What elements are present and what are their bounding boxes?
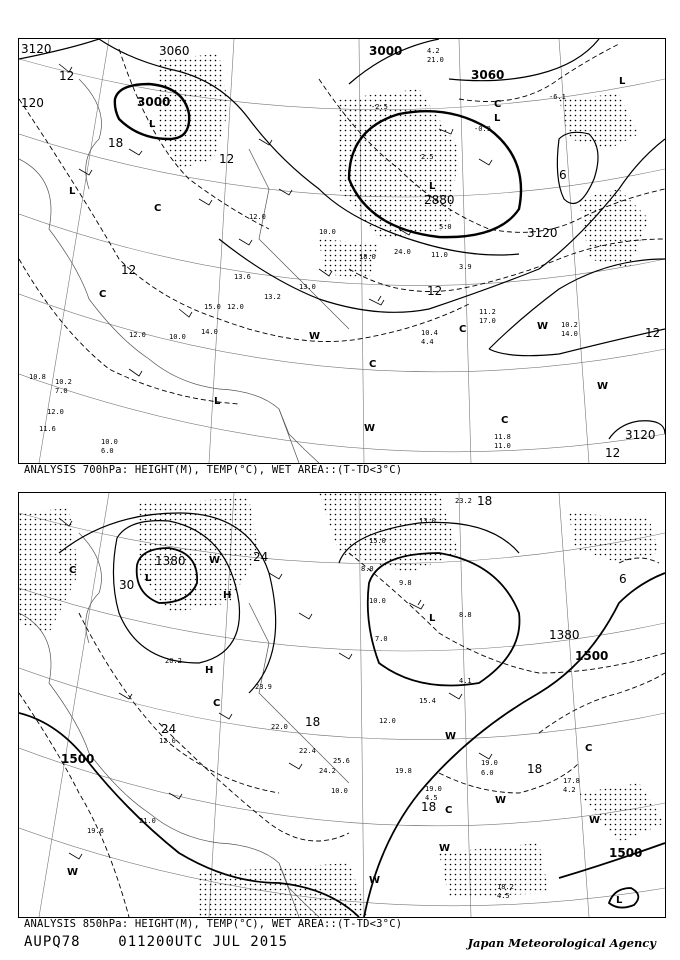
obs-value: 12.0 (249, 213, 266, 221)
map-850hpa (19, 493, 665, 917)
height-label: 3120 (527, 226, 558, 240)
caption-700hpa: ANALYSIS 700hPa: HEIGHT(M), TEMP(°C), WET AREA::(T-TD<3°C) (24, 464, 403, 476)
obs-value: 13.6 (234, 273, 251, 281)
obs-value: 23.9 (255, 683, 272, 691)
obs-value: 7.0 (375, 635, 388, 643)
obs-value: 15.0 (204, 303, 221, 311)
temp-label: 18 (421, 800, 437, 814)
wet-areas (159, 54, 649, 279)
temp-label: 12 (605, 446, 621, 460)
center-mark: C (213, 698, 221, 709)
obs-value: 10.2 (55, 378, 72, 386)
center-mark: C (494, 99, 502, 110)
center-mark: L (145, 573, 152, 584)
center-mark: W (445, 731, 457, 742)
obs-value: -0.9 (474, 125, 491, 133)
obs-value: 5.0 (439, 223, 452, 231)
center-mark: C (369, 359, 377, 370)
obs-value: 10.0 (169, 333, 186, 341)
obs-value: 22.4 (299, 747, 316, 755)
obs-value: -6.1 (549, 93, 566, 101)
obs-value: 21.0 (427, 56, 444, 64)
center-mark: W (364, 423, 376, 434)
obs-value: 10.2 (561, 321, 578, 329)
obs-value: 17.8 (563, 777, 580, 785)
obs-value: 17.0 (479, 317, 496, 325)
center-mark: L (69, 186, 76, 197)
center-mark: W (597, 381, 609, 392)
temp-label: 12 (59, 69, 75, 83)
temp-label: 6 (559, 168, 567, 182)
obs-value: 18.0 (359, 253, 376, 261)
obs-value: 15.4 (419, 697, 436, 705)
center-mark: H (205, 665, 214, 676)
center-mark: W (309, 331, 321, 342)
obs-value: 14.0 (201, 328, 218, 336)
height-label: 2880 (424, 193, 455, 207)
center-mark: W (209, 555, 221, 566)
obs-value: 11.0 (494, 442, 511, 450)
obs-value: 13.0 (299, 283, 316, 291)
caption-850hpa: ANALYSIS 850hPa: HEIGHT(M), TEMP(°C), WET AREA::(T-TD<3°C) (24, 918, 403, 930)
temp-label: 12 (645, 326, 661, 340)
center-mark: C (69, 565, 77, 576)
height-label: 3060 (471, 68, 505, 82)
obs-value: 25.6 (333, 757, 350, 765)
isotherms (19, 553, 665, 917)
obs-value: 7.0 (55, 387, 68, 395)
valid-time: 011200UTC JUL 2015 (118, 934, 289, 950)
height-label: 1380 (155, 554, 186, 568)
obs-value: 4.5 (425, 794, 438, 802)
obs-value: 11.6 (39, 425, 56, 433)
obs-value: 12.0 (129, 331, 146, 339)
center-mark: W (589, 815, 601, 826)
obs-value: 20.2 (165, 657, 182, 665)
obs-value: 4.2 (563, 786, 576, 794)
height-label: 3120 (21, 42, 52, 56)
center-mark: L (494, 113, 501, 124)
height-label: 120 (21, 96, 44, 110)
temp-label: 18 (527, 762, 543, 776)
center-mark: L (149, 119, 156, 130)
obs-value: -2.5 (371, 103, 388, 111)
height-label: 3000 (137, 95, 171, 109)
center-mark: C (99, 289, 107, 300)
center-mark: L (429, 181, 436, 192)
temp-label: 18 (305, 715, 321, 729)
obs-value: 21.0 (139, 817, 156, 825)
obs-value: 14.0 (561, 330, 578, 338)
obs-value: 12.0 (379, 717, 396, 725)
obs-value: 22.0 (271, 723, 288, 731)
obs-value: 4.2 (427, 47, 440, 55)
center-mark: C (459, 324, 467, 335)
obs-value: 3.9 (459, 263, 472, 271)
obs-value: 19.0 (481, 759, 498, 767)
center-mark: L (616, 895, 623, 906)
obs-value: 4.1 (459, 677, 472, 685)
temp-label: 18 (477, 494, 493, 508)
center-mark: C (154, 203, 162, 214)
temp-label: 24 (253, 550, 269, 564)
height-label: 1500 (575, 649, 609, 663)
obs-value: 10.0 (331, 787, 348, 795)
temp-label: 12 (219, 152, 235, 166)
obs-value: 19.0 (425, 785, 442, 793)
temp-label: 30 (119, 578, 135, 592)
center-mark: W (537, 321, 549, 332)
center-mark: C (585, 743, 593, 754)
obs-value: 13.0 (419, 517, 436, 525)
temp-label: 6 (619, 572, 627, 586)
height-contours (19, 513, 665, 917)
obs-value: 11.8 (494, 433, 511, 441)
temp-label: 12 (427, 284, 443, 298)
obs-value: 11.2 (479, 308, 496, 316)
obs-value: 6.0 (481, 769, 494, 777)
temp-label: 24 (161, 722, 177, 736)
obs-value: 11.0 (431, 251, 448, 259)
center-mark: W (369, 875, 381, 886)
height-label: 1500 (609, 846, 643, 860)
obs-value: 10.4 (421, 329, 438, 337)
obs-value: 10.0 (319, 228, 336, 236)
obs-value: 8.8 (459, 611, 472, 619)
temp-label: 12 (121, 263, 137, 277)
obs-value: 10.0 (369, 597, 386, 605)
temp-label: 18 (108, 136, 124, 150)
obs-value: 4.4 (421, 338, 434, 346)
obs-value: 19.6 (87, 827, 104, 835)
obs-value: 9.8 (399, 579, 412, 587)
product-header (24, 934, 288, 950)
obs-value: 12.0 (159, 737, 176, 745)
obs-value: 19.8 (395, 767, 412, 775)
obs-value: 12.0 (227, 303, 244, 311)
obs-value: 15.0 (369, 537, 386, 545)
center-mark: L (214, 396, 221, 407)
map-700hpa (19, 39, 665, 463)
obs-value: 10.8 (29, 373, 46, 381)
product-id: AUPQ78 (24, 934, 81, 950)
obs-value: 18.2 (497, 883, 514, 891)
height-label: 3120 (625, 428, 656, 442)
chart-700hpa (18, 38, 666, 464)
center-mark: W (439, 843, 451, 854)
obs-value: 13.2 (264, 293, 281, 301)
obs-value: 10.0 (101, 438, 118, 446)
center-mark: L (429, 613, 436, 624)
height-label: 1380 (549, 628, 580, 642)
obs-value: 4.5 (497, 892, 510, 900)
obs-value: 24.2 (319, 767, 336, 775)
obs-value: 24.0 (394, 248, 411, 256)
obs-value: 6.0 (101, 447, 114, 455)
height-label: 3060 (159, 44, 190, 58)
center-mark: W (67, 867, 79, 878)
center-mark: W (495, 795, 507, 806)
center-mark: C (445, 805, 453, 816)
obs-value: 12.0 (47, 408, 64, 416)
center-mark: L (619, 76, 626, 87)
center-mark: C (501, 415, 509, 426)
center-mark: H (223, 590, 232, 601)
height-label: 3000 (369, 44, 403, 58)
agency-name: Japan Meteorological Agency (467, 936, 656, 950)
chart-850hpa (18, 492, 666, 918)
obs-value: 8.0 (361, 565, 374, 573)
obs-value: 2.5 (421, 153, 434, 161)
obs-value: 23.2 (455, 497, 472, 505)
height-label: 1500 (61, 752, 95, 766)
